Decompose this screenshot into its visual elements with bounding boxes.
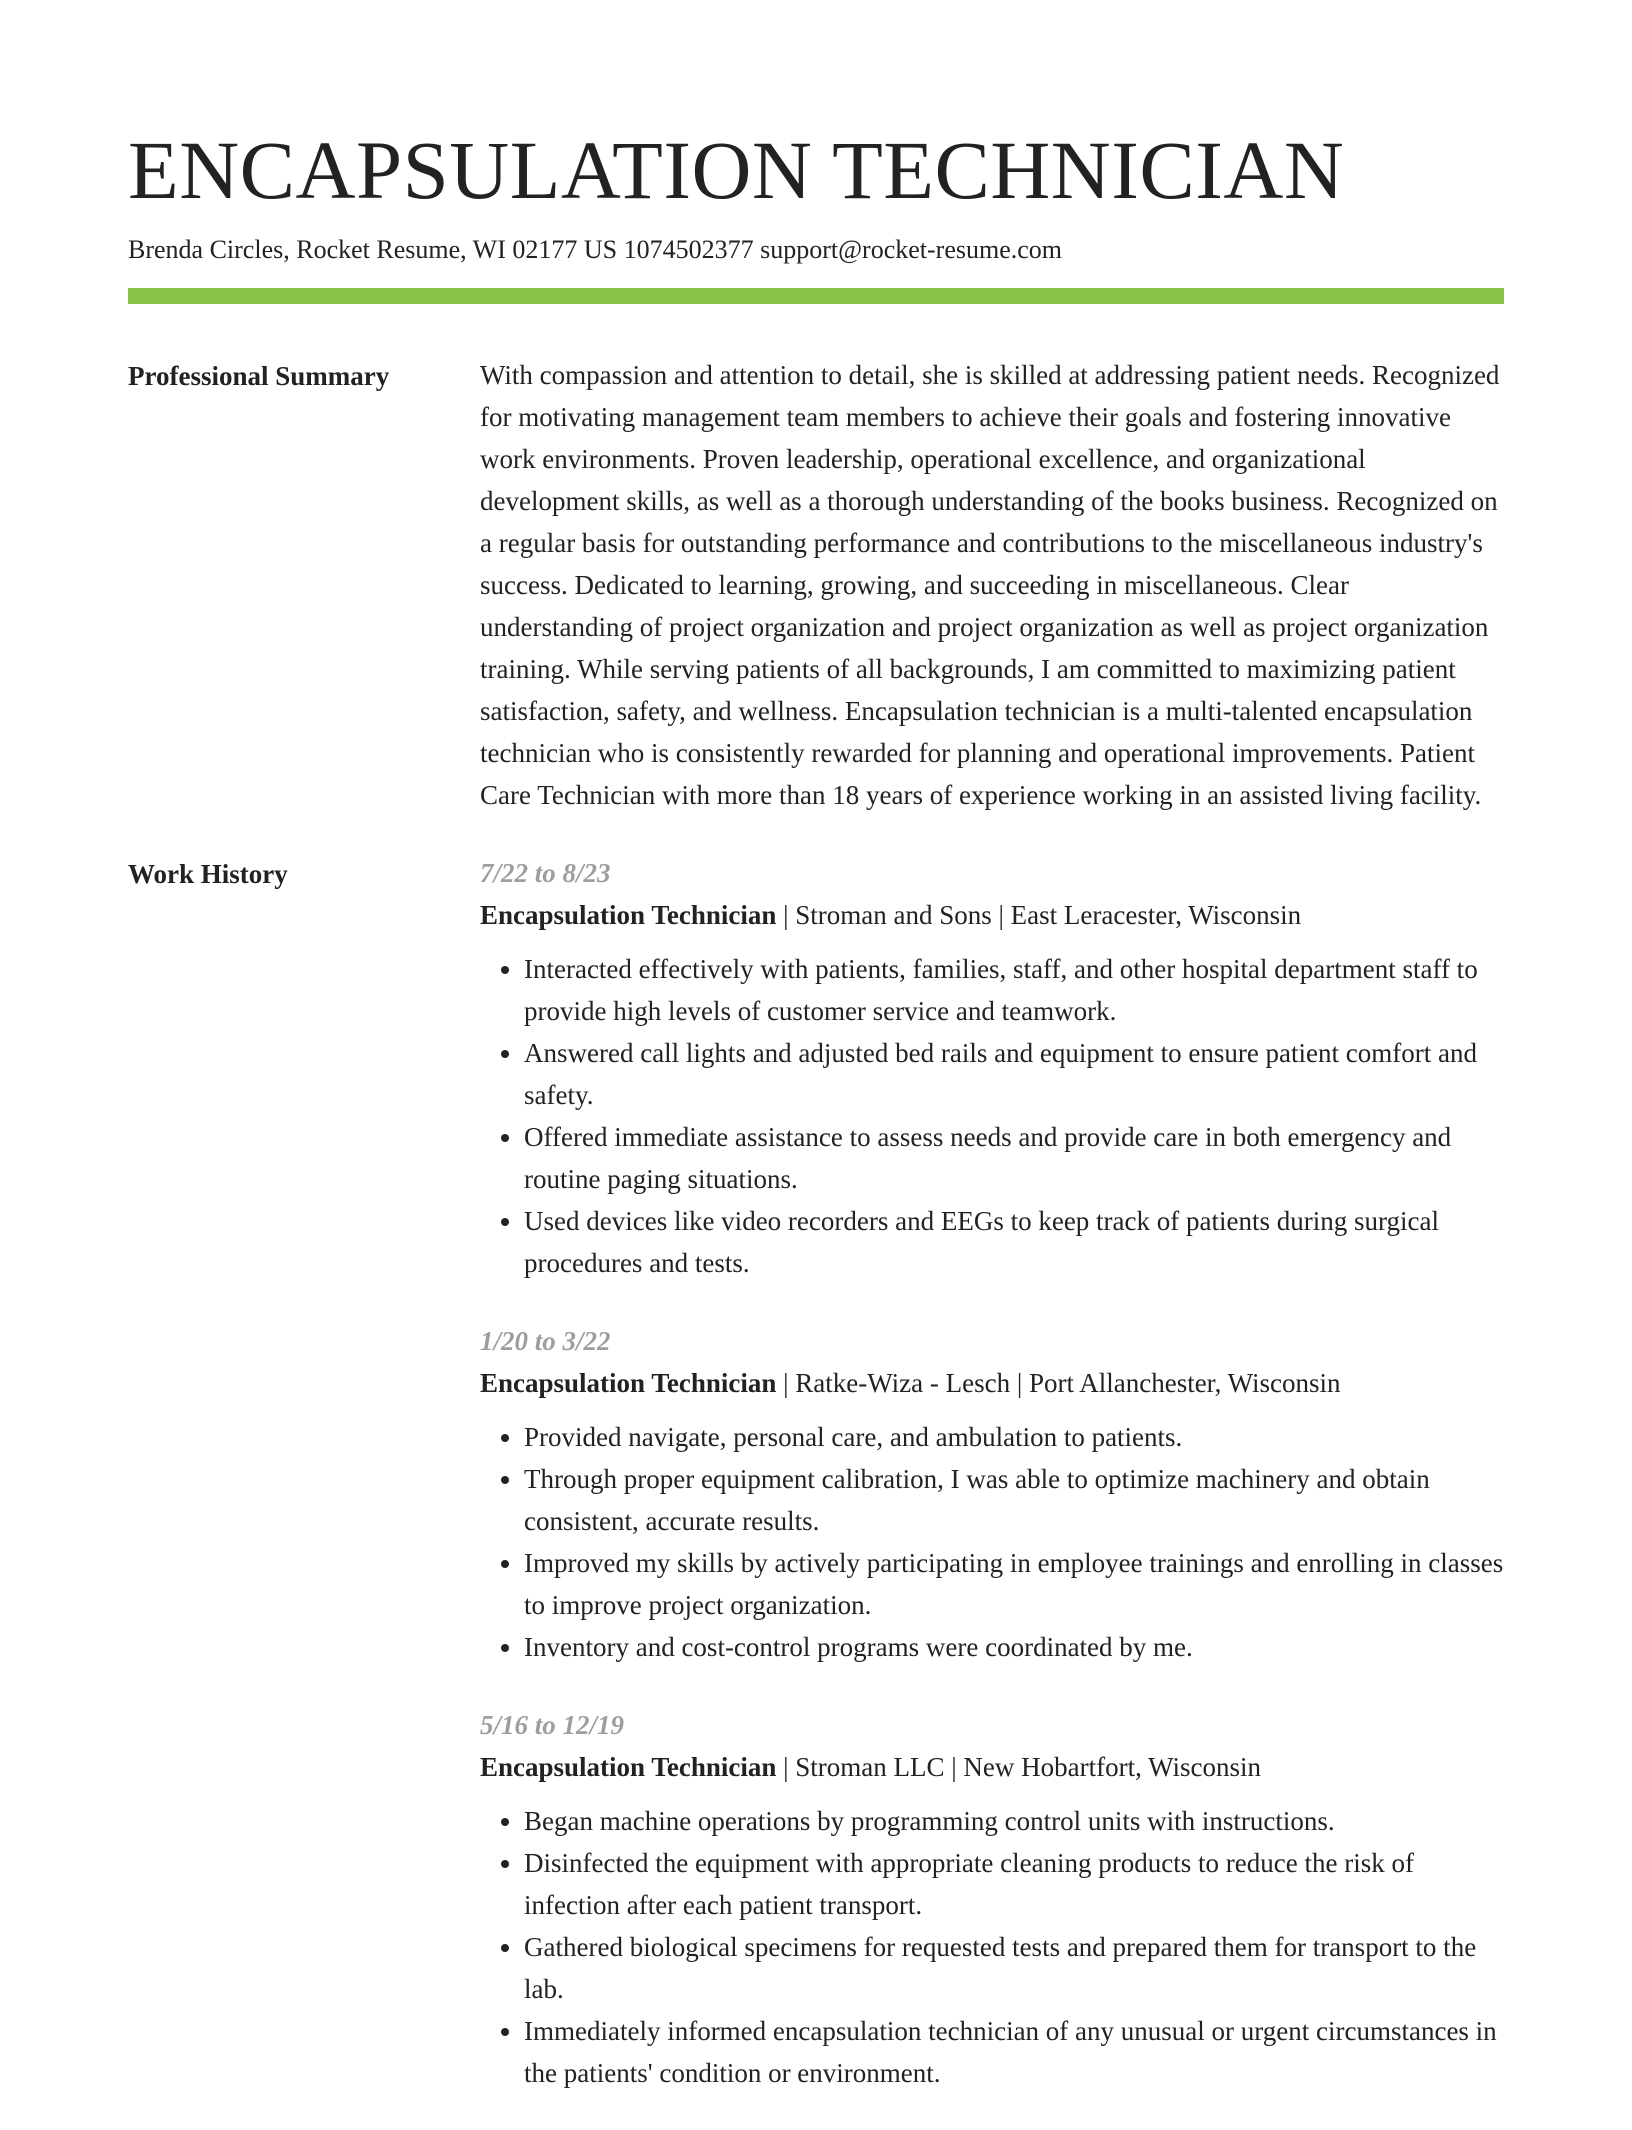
header-divider bbox=[128, 288, 1504, 304]
job-bullets bbox=[480, 1800, 1504, 2094]
job-title: Encapsulation Technician bbox=[480, 1368, 777, 1398]
section-label: Professional Summary bbox=[128, 361, 390, 391]
job-entry bbox=[480, 1704, 1504, 2094]
candidate-name: ENCAPSULATION TECHNICIAN bbox=[128, 124, 1345, 216]
job-entry bbox=[480, 852, 1504, 1284]
job-bullet: • Gathered biological specimens for requested tests and prepared them for transport to the lab. bbox=[524, 1926, 1504, 2010]
work-history-list bbox=[480, 852, 1504, 2130]
job-bullet: • Used devices like video recorders and EEGs to keep track of patients during surgical procedures and tests. bbox=[524, 1200, 1504, 1284]
job-bullet: • Answered call lights and adjusted bed rails and equipment to ensure patient comfort and safety. bbox=[524, 1032, 1504, 1116]
job-title: Encapsulation Technician bbox=[480, 1752, 777, 1782]
job-heading bbox=[480, 894, 1504, 936]
job-bullet: • Improved my skills by actively participating in employee trainings and enrolling in classes to improve project organization. bbox=[524, 1542, 1504, 1626]
job-dates: 1/20 to 3/22 bbox=[480, 1326, 611, 1356]
job-entry bbox=[480, 1320, 1504, 1668]
job-bullet: • Interacted effectively with patients, families, staff, and other hospital department staff to provide high levels of customer service and teamwork. bbox=[524, 948, 1504, 1032]
job-bullets bbox=[480, 1416, 1504, 1668]
job-bullet: • Immediately informed encapsulation technician of any unusual or urgent circumstances in the patients' condition or environment. bbox=[524, 2010, 1504, 2094]
job-bullet: • Disinfected the equipment with appropriate cleaning products to reduce the risk of infection after each patient transport. bbox=[524, 1842, 1504, 1926]
job-heading bbox=[480, 1746, 1504, 1788]
job-bullet: • Provided navigate, personal care, and ambulation to patients. bbox=[524, 1416, 1504, 1458]
job-bullet: • Inventory and cost-control programs were coordinated by me. bbox=[524, 1626, 1504, 1668]
job-dates: 7/22 to 8/23 bbox=[480, 858, 611, 888]
summary-text: With compassion and attention to detail, she is skilled at addressing patient needs. Recognized for motivating management team members to achieve their goals and fostering innovative work environments. Proven leadership, operational excellence, and organizational development skills, as well as a thorough understanding of the books business. Recognized on a regular basis for outstanding performance and contributions to the miscellaneous industry's success. Dedicated to learning, growing, and succeeding in miscellaneous. Clear understanding of project organization and project organization as well as project organization training. While serving patients of all backgrounds, I am committed to maximizing patient satisfaction, safety, and wellness. Encapsulation technician is a multi-talented encapsulation technician who is consistently rewarded for planning and operational improvements. Patient Care Technician with more than 18 years of experience working in an assisted living facility. bbox=[480, 360, 1500, 810]
section-label: Work History bbox=[128, 859, 288, 889]
job-bullet: • Through proper equipment calibration, I was able to optimize machinery and obtain consistent, accurate results. bbox=[524, 1458, 1504, 1542]
work-history-section bbox=[128, 852, 1504, 2130]
job-details: | Stroman LLC | New Hobartfort, Wisconsin bbox=[776, 1752, 1262, 1782]
job-dates: 5/16 to 12/19 bbox=[480, 1710, 625, 1740]
job-details: | Stroman and Sons | East Leracester, Wisconsin bbox=[776, 900, 1302, 930]
contact-line: Brenda Circles, Rocket Resume, WI 02177 US 1074502377 support@rocket-resume.com bbox=[128, 235, 1063, 264]
job-bullet: • Began machine operations by programming control units with instructions. bbox=[524, 1800, 1504, 1842]
job-heading bbox=[480, 1362, 1504, 1404]
job-bullet: • Offered immediate assistance to assess needs and provide care in both emergency and routine paging situations. bbox=[524, 1116, 1504, 1200]
resume-page bbox=[128, 118, 1504, 2130]
job-details: | Ratke-Wiza - Lesch | Port Allanchester, Wisconsin bbox=[776, 1368, 1341, 1398]
job-bullets bbox=[480, 948, 1504, 1284]
job-title: Encapsulation Technician bbox=[480, 900, 777, 930]
professional-summary-section bbox=[128, 354, 1504, 816]
